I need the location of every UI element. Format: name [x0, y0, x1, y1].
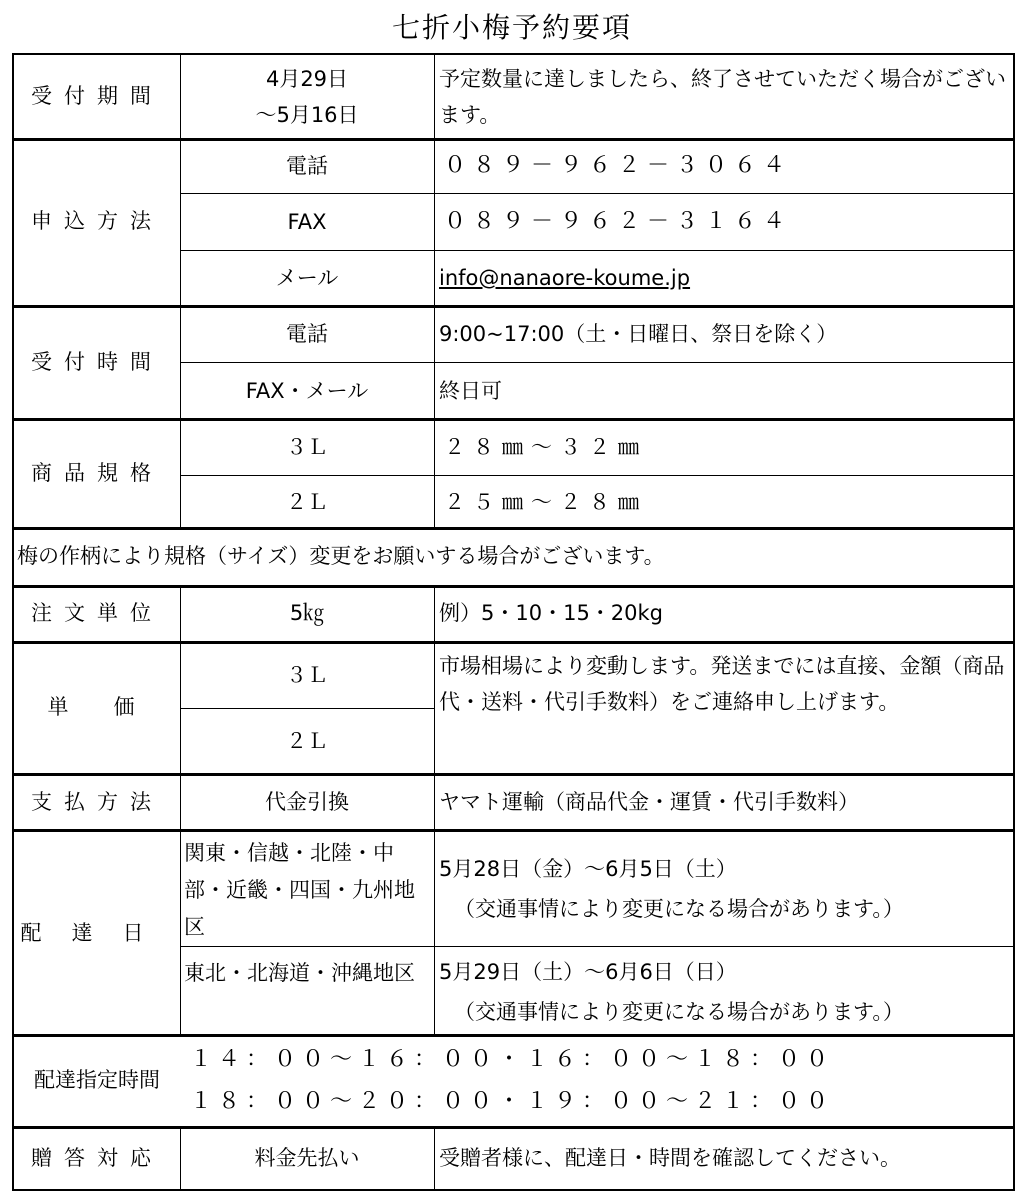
row-divider	[14, 418, 1013, 421]
delivery-label: 配達日	[20, 921, 174, 945]
delivery-note-1: （交通事情により変更になる場合があります。）	[454, 897, 904, 921]
page-title: 七折小梅予約要項	[391, 11, 632, 44]
period-note: 予定数量に達しましたら、終了させていただく場合がございます。	[439, 67, 1006, 127]
delivery-region-2: 東北・北海道・沖縄地区	[184, 961, 415, 985]
row-divider	[180, 362, 1013, 363]
spec-note: 梅の作柄により規格（サイズ）変更をお願いする場合がございます。	[17, 544, 665, 568]
apply-fax-number: ０８９－９６２－３１６４	[444, 209, 793, 234]
row-divider	[14, 1034, 1013, 1037]
gift-method: 料金先払い	[254, 1146, 360, 1170]
hours-method-fax-mail: FAX・メール	[245, 379, 369, 403]
reservation-table	[12, 53, 1015, 1191]
price-note: 市場相場により変動します。発送までには直接、金額（商品代・送料・代引手数料）をご連絡申し上げます。	[439, 654, 1005, 714]
apply-email-link[interactable]: info@nanaore-koume.jp	[439, 266, 691, 290]
delivery-date-2: 5月29日（土）～6月6日（日）	[439, 960, 737, 984]
row-divider	[180, 250, 1013, 251]
row-divider	[14, 773, 1013, 776]
period-label: 受付期間	[31, 84, 163, 108]
row-divider	[14, 305, 1013, 308]
order-unit-label: 注文単位	[31, 601, 163, 625]
column-divider	[434, 585, 435, 1034]
row-divider	[14, 1126, 1013, 1129]
spec-range-3l: ２８㎜～３２㎜	[444, 435, 647, 459]
spec-size-3l: ３Ｌ	[286, 435, 328, 459]
gift-label: 贈答対応	[31, 1146, 163, 1170]
column-divider	[434, 1126, 435, 1191]
row-divider	[14, 138, 1013, 141]
period-start: 4月29日	[265, 67, 349, 91]
row-divider	[180, 475, 1013, 476]
time-slot-label: 配達指定時間	[34, 1068, 160, 1092]
row-divider	[180, 946, 1013, 947]
price-size-2l: ２Ｌ	[286, 729, 328, 753]
row-divider	[14, 585, 1013, 588]
delivery-date-1: 5月28日（金）～6月5日（土）	[439, 857, 737, 881]
gift-detail: 受贈者様に、配達日・時間を確認してください。	[439, 1146, 901, 1170]
apply-phone-number: ０８９－９６２－３０６４	[444, 153, 793, 178]
order-unit-value: 5㎏	[289, 601, 325, 625]
delivery-note-2: （交通事情により変更になる場合があります。）	[454, 1000, 904, 1024]
row-divider	[14, 829, 1013, 832]
time-slot-line-1: １４：００～１６：００・１６：００～１８：００	[190, 1047, 835, 1072]
delivery-region-1: 関東・信越・北陸・中部・近畿・四国・九州地区	[184, 841, 415, 939]
price-label: 単 価	[47, 695, 147, 719]
hours-fax-mail-value: 終日可	[439, 379, 502, 403]
row-divider	[14, 527, 1013, 530]
hours-phone-value: 9:00~17:00（土・日曜日、祭日を除く）	[439, 322, 838, 346]
order-unit-example: 例）5・10・15・20kg	[439, 601, 664, 625]
apply-method-fax: FAX	[287, 210, 327, 234]
payment-method: 代金引換	[265, 790, 349, 814]
spec-size-2l: ２Ｌ	[286, 490, 328, 514]
payment-label: 支払方法	[31, 790, 163, 814]
row-divider	[180, 193, 1013, 194]
time-slot-line-2: １８：００～２０：００・１９：００～２１：００	[190, 1089, 835, 1114]
period-end: ～5月16日	[255, 103, 359, 127]
row-divider	[14, 641, 1013, 644]
price-size-3l: ３Ｌ	[286, 663, 328, 687]
spec-label: 商品規格	[31, 461, 163, 485]
payment-detail: ヤマト運輸（商品代金・運賃・代引手数料）	[439, 790, 859, 814]
column-divider	[434, 55, 435, 527]
apply-label: 申込方法	[31, 209, 163, 233]
row-divider	[180, 708, 434, 709]
apply-method-phone: 電話	[286, 154, 328, 178]
hours-method-phone: 電話	[286, 322, 328, 346]
hours-label: 受付時間	[31, 350, 163, 374]
apply-method-mail: メール	[275, 266, 339, 290]
spec-range-2l: ２５㎜～２８㎜	[444, 490, 647, 514]
